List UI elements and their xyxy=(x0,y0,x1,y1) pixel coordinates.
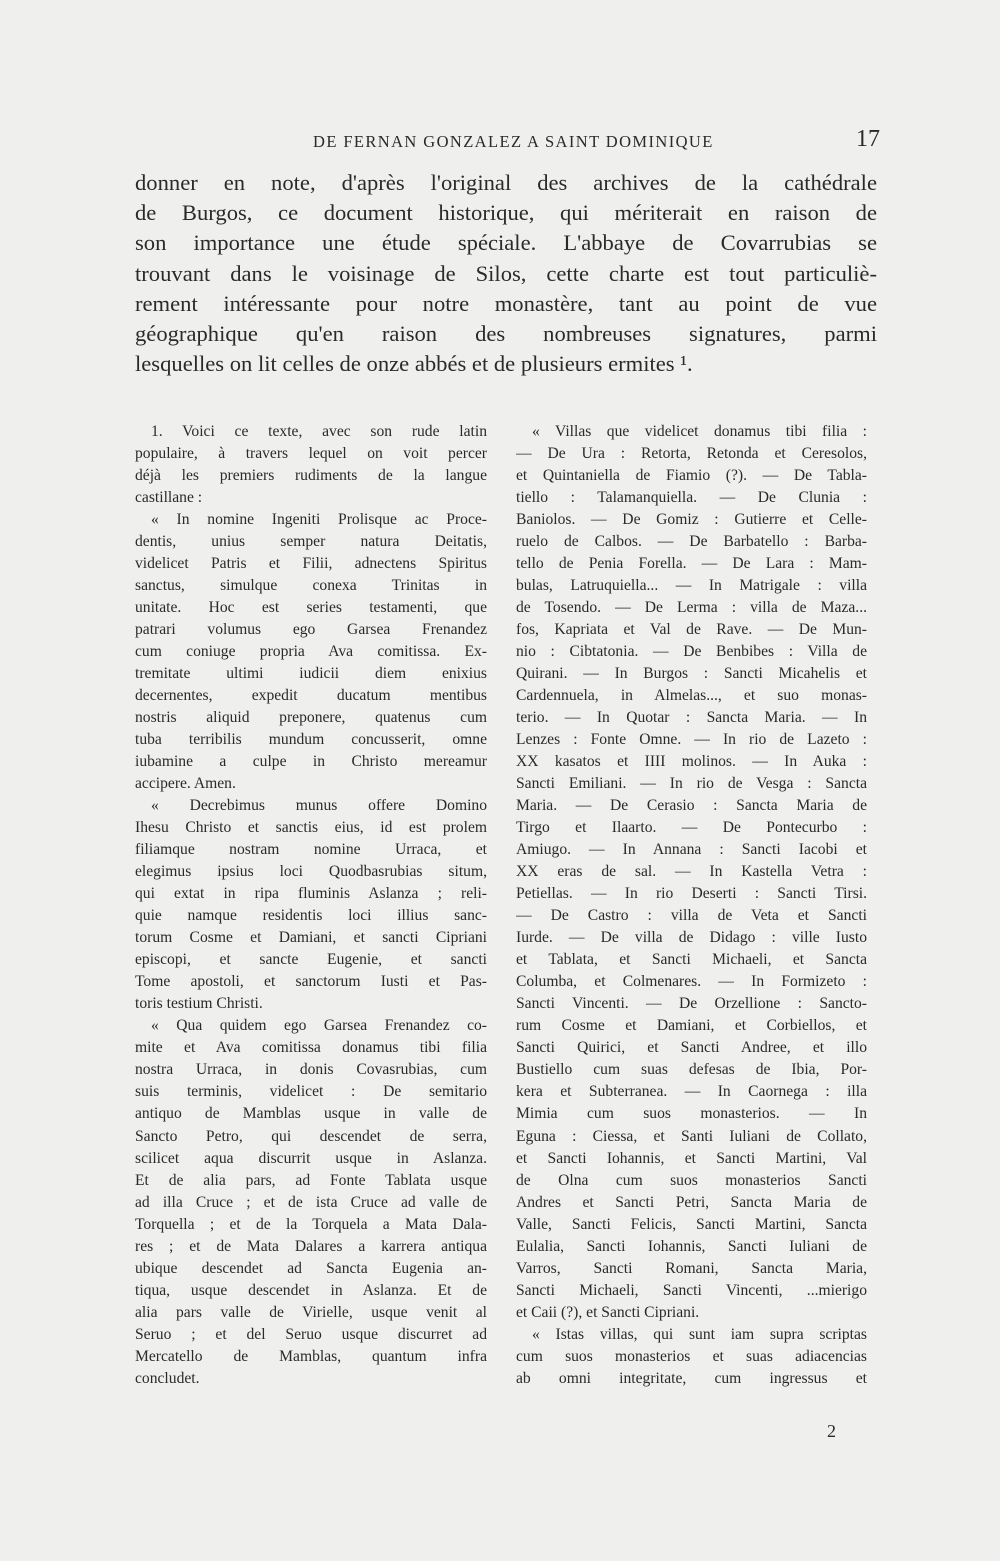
text-line: Eguna : Ciessa, et Santi Iuliani de Collato, xyxy=(516,1127,867,1145)
text-line: Bustiello cum suas defesas de Ibia, Por- xyxy=(516,1061,867,1079)
footnote-right-column xyxy=(516,421,867,1390)
text-line: terio. — In Quotar : Sancta Maria. — In xyxy=(516,709,867,727)
text-line: Sancti Quirici, et Sancti Andree, et illo xyxy=(516,1039,867,1057)
text-line: Tome apostoli, et sanctorum Iusti et Pas- xyxy=(135,973,487,991)
text-line: tuba terribilis mundum concusserit, omne xyxy=(135,731,487,749)
text-line: accipere. Amen. xyxy=(135,775,236,793)
text-line: XX kasatos et IIII molinos. — In Auka : xyxy=(516,753,867,771)
text-line: ruelo de Calbos. — De Barbatello : Barba- xyxy=(516,533,867,551)
text-line: lesquelles on lit celles de onze abbés et de plusieurs ermites ¹. xyxy=(135,351,693,377)
text-line: qui extat in ripa fluminis Aslanza ; reli- xyxy=(135,885,487,903)
text-line: Mimia cum suos monasterios. — In xyxy=(516,1105,867,1123)
text-line: rement intéressante pour notre monastère, tant au point de vue xyxy=(135,290,877,316)
text-line: rum Cosme et Damiani, et Corbiellos, et xyxy=(516,1017,867,1035)
text-line: Sancti Emiliani. — In rio de Vesga : Sancta xyxy=(516,775,867,793)
text-line: Amiugo. — In Annana : Sancti Iacobi et xyxy=(516,841,867,859)
text-line: patrari volumus ego Garsea Frenandez xyxy=(135,621,487,639)
text-line: alia pars valle de Virielle, usque venit al xyxy=(135,1303,487,1321)
text-line: cum coniuge propria Ava comitissa. Ex- xyxy=(135,643,487,661)
text-line: nostris aliquid preponere, quatenus cum xyxy=(135,709,487,727)
text-line: ubique descendet ad Sancta Eugenia an- xyxy=(135,1259,487,1277)
text-line: « Qua quidem ego Garsea Frenandez co- xyxy=(151,1017,487,1035)
text-line: concludet. xyxy=(135,1369,200,1387)
text-line: quie namque residentis loci illius sanc- xyxy=(135,907,487,925)
signature-mark: 2 xyxy=(827,1421,836,1441)
text-line: kera et Subterranea. — In Caornega : illa xyxy=(516,1083,867,1101)
text-line: Quirani. — In Burgos : Sancti Micahelis et xyxy=(516,665,867,683)
text-line: ab omni integritate, cum ingressus et xyxy=(516,1369,867,1387)
running-title: DE FERNAN GONZALEZ A SAINT DOMINIQUE xyxy=(313,132,714,151)
text-line: — De Castro : villa de Veta et Sancti xyxy=(516,907,867,925)
text-line: Andres et Sancti Petri, Sancta Maria de xyxy=(516,1193,867,1211)
text-line: sanctus, simulque conexa Trinitas in xyxy=(135,577,487,595)
text-line: videlicet Patris et Filii, adnectens Spiritus xyxy=(135,555,487,573)
text-line: unitate. Hoc est series testamenti, que xyxy=(135,599,487,617)
text-line: Valle, Sancti Felicis, Sancti Martini, Sancta xyxy=(516,1215,867,1233)
running-head xyxy=(135,126,880,156)
text-line: Seruo ; et del Seruo usque discurret ad xyxy=(135,1325,487,1343)
main-paragraph xyxy=(135,168,877,379)
page-number: 17 xyxy=(856,126,880,152)
text-line: Maria. — De Cerasio : Sancta Maria de xyxy=(516,797,867,815)
text-line: filiamque nostram nomine Urraca, et xyxy=(135,841,487,859)
text-line: cum suos monasterios et suas adiacencias xyxy=(516,1347,867,1365)
text-line: Columba, et Colmenares. — In Formizeto : xyxy=(516,973,867,991)
text-line: de Olna cum suos monasterios Sancti xyxy=(516,1171,867,1189)
text-line: déjà les premiers rudiments de la langue xyxy=(135,467,487,485)
text-line: — De Ura : Retorta, Retonda et Ceresolos, xyxy=(516,445,867,463)
text-line: Tirgo et Ilaarto. — De Pontecurbo : xyxy=(516,819,867,837)
text-line: dentis, unius semper natura Deitatis, xyxy=(135,533,487,551)
text-line: fos, Kapriata et Val de Rave. — De Mun- xyxy=(516,621,867,639)
text-line: tremitate ultimi iudicii diem enixius xyxy=(135,665,487,683)
text-line: ad illa Cruce ; et de ista Cruce ad valle de xyxy=(135,1193,487,1211)
text-line: Iurde. — De villa de Didago : ville Iusto xyxy=(516,929,867,947)
text-line: mite et Ava comitissa donamus tibi filia xyxy=(135,1039,487,1057)
text-line: Varros, Sancti Romani, Sancta Maria, xyxy=(516,1259,867,1277)
text-line: castillane : xyxy=(135,489,203,507)
text-line: nostra Urraca, in donis Covasrubias, cum xyxy=(135,1061,487,1079)
text-line: Et de alia pars, ad Fonte Tablata usque xyxy=(135,1171,487,1189)
text-line: Cardennuela, in Almelas..., et suo monas- xyxy=(516,687,867,705)
text-line: Sancti Vincenti. — De Orzellione : Sancto- xyxy=(516,995,867,1013)
text-line: antiquo de Mamblas usque in valle de xyxy=(135,1105,487,1123)
text-line: Torquella ; et de la Torquela a Mata Dala- xyxy=(135,1215,487,1233)
text-line: et Tablata, et Sancti Michaeli, et Sancta xyxy=(516,951,867,969)
text-line: Ihesu Christo et sanctis eius, id est prolem xyxy=(135,819,487,837)
text-line: Baniolos. — De Gomiz : Gutierre et Celle- xyxy=(516,511,867,529)
text-line: Sancti Michaeli, Sancti Vincenti, ...mierigo xyxy=(516,1281,867,1299)
text-line: scilicet aqua discurrit usque in Aslanza. xyxy=(135,1149,487,1167)
text-line: géographique qu'en raison des nombreuses signatures, parmi xyxy=(135,320,877,346)
text-line: nio : Cibtatonia. — De Benbibes : Villa de xyxy=(516,643,867,661)
text-line: episcopi, et sancte Eugenie, et sancti xyxy=(135,951,487,969)
footnote-left-column xyxy=(135,421,487,1390)
text-line: Eulalia, Sancti Iohannis, Sancti Iuliani de xyxy=(516,1237,867,1255)
text-line: tiello : Talamanquiella. — De Clunia : xyxy=(516,489,867,507)
text-line: tiqua, usque descendet in Aslanza. Et de xyxy=(135,1281,487,1299)
text-line: « In nomine Ingeniti Prolisque ac Proce- xyxy=(151,511,487,529)
text-line: Petiellas. — In rio Deserti : Sancti Tirsi. xyxy=(516,885,867,903)
text-line: donner en note, d'après l'original des archives de la cathédrale xyxy=(135,170,877,195)
text-line: decernentes, expedit ducatum mentibus xyxy=(135,687,487,705)
text-line: res ; et de Mata Dalares a karrera antiqua xyxy=(135,1237,487,1255)
text-line: bulas, Latruquiella... — In Matrigale : villa xyxy=(516,577,867,595)
text-line: « Villas que videlicet donamus tibi filia : xyxy=(532,423,867,440)
text-line: 1. Voici ce texte, avec son rude latin xyxy=(151,423,487,440)
text-line: elegimus ipsius loci Quodbasrubias situm, xyxy=(135,863,487,881)
text-line: trouvant dans le voisinage de Silos, cette charte est tout particuliè- xyxy=(135,260,877,286)
text-line: Lenzes : Fonte Omne. — In rio de Lazeto : xyxy=(516,731,867,749)
text-line: et Sancti Iohannis, et Sancti Martini, Val xyxy=(516,1149,867,1167)
text-line: toris testium Christi. xyxy=(135,995,263,1013)
text-line: suis terminis, videlicet : De semitario xyxy=(135,1083,487,1101)
text-line: XX eras de sal. — In Kastella Vetra : xyxy=(516,863,867,881)
text-line: « Istas villas, qui sunt iam supra scriptas xyxy=(532,1325,867,1343)
text-line: et Quintaniella de Fiamio (?). — De Tabla- xyxy=(516,467,867,485)
text-line: de Burgos, ce document historique, qui mériterait en raison de xyxy=(135,200,877,226)
text-line: tello de Penia Forella. — De Lara : Mam- xyxy=(516,555,867,573)
text-line: Sancto Petro, qui descendet de serra, xyxy=(135,1127,487,1145)
text-line: « Decrebimus munus offere Domino xyxy=(151,797,487,815)
text-line: populaire, à travers lequel on voit percer xyxy=(135,445,487,463)
text-line: torum Cosme et Damiani, et sancti Cipriani xyxy=(135,929,487,947)
text-line: Mercatello de Mamblas, quantum infra xyxy=(135,1347,487,1365)
text-line: iubamine a culpe in Christo mereamur xyxy=(135,753,487,771)
text-line: son importance une étude spéciale. L'abbaye de Covarrubias se xyxy=(135,230,877,256)
text-line: de Tosendo. — De Lerma : villa de Maza... xyxy=(516,599,867,617)
text-line: et Caii (?), et Sancti Cipriani. xyxy=(516,1303,700,1321)
